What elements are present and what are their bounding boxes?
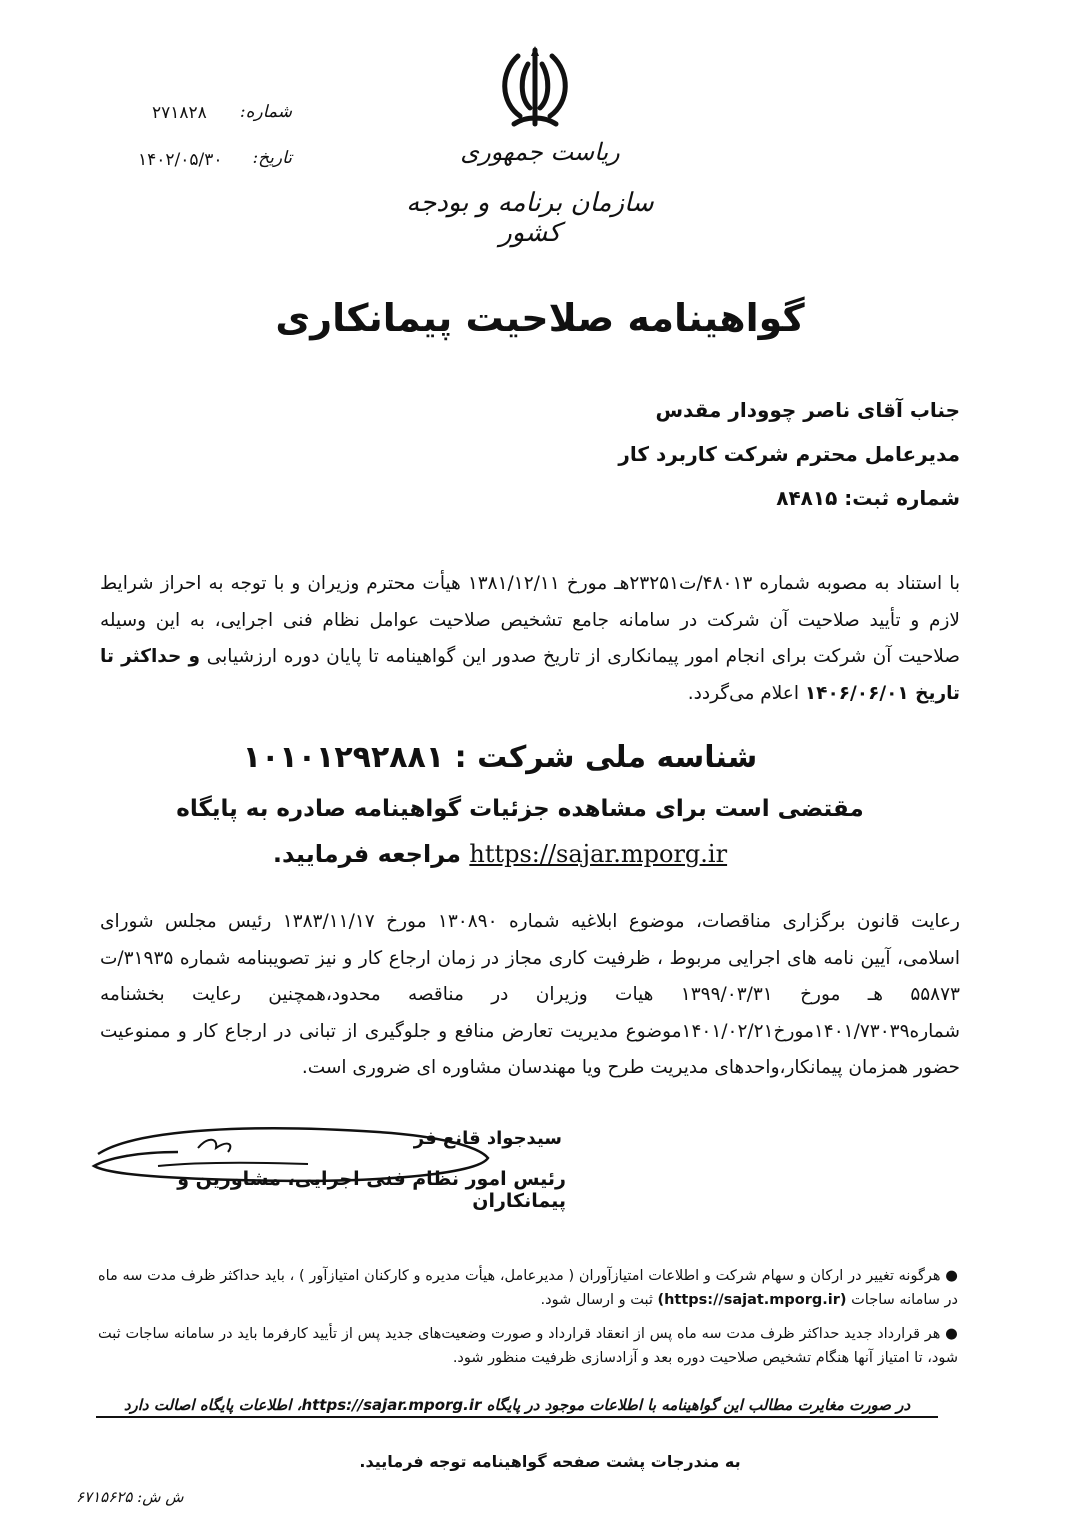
serial-number: ش ش: ۶۷۱۵۶۲۵	[76, 1488, 184, 1506]
notice-line-1: مقتضی است برای مشاهده جزئیات گواهینامه صادره به پایگاه	[176, 796, 864, 822]
notice-line-2-end: مراجعه فرمایید.	[272, 840, 461, 868]
bullet-2-text: هر قرارداد جدید حداکثر ظرف مدت سه ماه پس از انعقاد قرارداد و صورت وضعیت‌های جدید پس از تأیید کارفرما باید در سامانه ساجات ثبت شود، تا امتیاز آنها هنگام تشخیص صلاحیت دوره بعد و آزادسازی ظرفیت منظور شود.	[98, 1326, 958, 1366]
signer-name: سیدجواد قانع فر	[413, 1128, 562, 1149]
number-label: شماره:	[239, 102, 292, 122]
page-title: گواهینامه صلاحیت پیمانکاری	[275, 296, 805, 340]
bullet-1-end: ثبت و ارسال شود.	[540, 1292, 653, 1308]
validity-date: و حداکثر تا تاریخ ۱۴۰۶/۰۶/۰۱	[100, 646, 960, 704]
addressee-position: مدیرعامل محترم شرکت کاربرد کار	[618, 442, 960, 466]
addressee-name: جناب آقای ناصر چوودار مقدس	[655, 398, 960, 422]
national-id: شناسه ملی شرکت : ۱۰۱۰۱۲۹۲۸۸۱	[242, 740, 758, 775]
number-value: ۲۷۱۸۲۸	[152, 103, 207, 123]
iran-emblem-icon	[490, 42, 580, 142]
sajat-link[interactable]: (https://sajat.mporg.ir)	[657, 1292, 847, 1308]
footnote-bullet-1	[98, 1264, 958, 1312]
agency-line-2: سازمان برنامه و بودجه کشور	[406, 188, 654, 248]
compliance-paragraph: رعایت قانون برگزاری مناقصات، موضوع ابلاغیه شماره ۱۳۰۸۹۰ مورخ ۱۳۸۳/۱۱/۱۷ رئیس مجلس شورای اسلامی، آیین نامه های اجرایی مربوط ، ظرفیت کاری مجاز در زمان ارجاع کار و نیز تصویبنامه شماره ۳۱۹۳۵/ت ۵۵۸۷۳ هـ مورخ ۱۳۹۹/۰۳/۳۱ هیات وزیران در مناقصه محدود،همچنین رعایت بخشنامه شماره۱۴۰۱/۷۳۰۳۹مورخ۱۴۰۱/۰۲/۲۱موضوع مدیریت تعارض منافع و جلوگیری از تبانی در ارجاع کار و ممنوعیت حضور همزمان پیمانکار،واحدهای مدیریت طرح ویا مهندسان مشاوره ای ضروری است.	[100, 911, 960, 1078]
bullet-icon: ●	[945, 1326, 958, 1342]
notice-line-2	[200, 840, 800, 868]
agency-line-1: ریاست جمهوری	[460, 138, 620, 166]
registration-number: شماره ثبت: ۸۴۸۱۵	[776, 486, 960, 510]
signer-role: رئیس امور نظام فنی اجرایی، مشاورین و پیمانکاران	[177, 1168, 566, 1212]
certificate-paragraph	[100, 566, 960, 712]
paragraph-end: اعلام می‌گردد.	[687, 682, 799, 704]
back-page-note: به مندرجات پشت صفحه گواهینامه توجه فرمایید.	[359, 1452, 741, 1471]
date-value: ۱۴۰۲/۰۵/۳۰	[138, 150, 223, 170]
date-label: تاریخ:	[252, 148, 292, 168]
sajar-link[interactable]: https://sajar.mporg.ir	[469, 840, 728, 868]
bullet-1-text: هرگونه تغییر در ارکان و سهام شرکت و اطلاعات امتیازآوران ( مدیرعامل، هیأت مدیره و کارکنان امتیازآور ) ، باید حداکثر ظرف مدت سه ماه در سامانه ساجات	[98, 1268, 958, 1308]
footnote-bullet-2	[98, 1322, 958, 1370]
bullet-icon: ●	[945, 1268, 959, 1284]
authenticity-warning: در صورت مغایرت مطالب این گواهینامه با اطلاعات موجود در پایگاه https://sajar.mporg.ir، اطلاعات پایگاه اصالت دارد	[96, 1396, 938, 1418]
paragraph-text: با استناد به مصوبه شماره ۴۸۰۱۳/ت۲۳۲۵۱هـ مورخ ۱۳۸۱/۱۲/۱۱ هیأت محترم وزیران و با توجه به احراز شرایط لازم و تأیید صلاحیت آن شرکت در سامانه جامع تشخیص صلاحیت عوامل نظام فنی اجرایی، به این وسیله صلاحیت آن شرکت برای انجام امور پیمانکاری از تاریخ صدور این گواهینامه تا پایان دوره ارزشیابی	[100, 573, 960, 667]
